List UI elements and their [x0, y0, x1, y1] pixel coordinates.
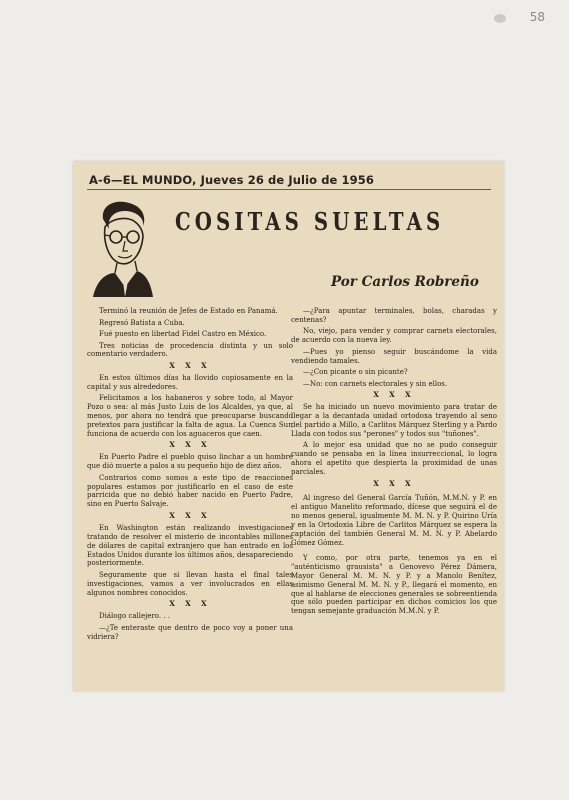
section-separator: X X X	[169, 599, 211, 609]
paragraph: Contrarios como somos a este tipo de reacciones populares estamos por justificarlo en el caso de este parricida que no debió haber nacido en Puerto Padre, sino en Puerto Salvaje.	[87, 473, 293, 509]
page-number: 58	[529, 10, 545, 24]
paragraph: En Washington están realizando investigaciones tratando de resolver el misterio de incontables millones de dólares de capital extranjero que han entrado en los Estados Unidos durante los últimos años, desapareciendo posteriormente.	[87, 523, 293, 568]
paragraph: En estos últimos días ha llovido copiosamente en la capital y sus alrededores.	[87, 373, 293, 391]
paragraph: —No: con carnets electorales y sin ellos.	[303, 379, 448, 388]
headline: COSITAS SUELTAS	[175, 207, 445, 236]
paragraph: Regresó Batista a Cuba.	[99, 318, 185, 327]
paragraph: —¿Para apuntar terminales, bolas, charadas y centenas?	[291, 307, 497, 324]
paragraph: Y como, por otra parte, tenemos ya en el "auténticismo grausista" a Genovevo Pérez Dámera, Mayor General M. M. N. y P. y a Manolo Benítez, asimismo General M. M. N. y P., llegará el momento, en que al hablarse de elecciones generales se sobreentienda que sólo pueden participar en dichos comicios los que tengan semejante graduación M.M.N. y P.	[291, 553, 497, 616]
paper-smudge	[494, 14, 506, 23]
author-portrait	[85, 197, 155, 299]
paragraph: Fué puesto en libertad Fidel Castro en México.	[99, 330, 267, 338]
article-column-right	[291, 307, 497, 619]
paragraph: Al ingreso del General García Tuñón, M.M.N. y P. en el antiguo Manelito reformado, dícese que seguirá el de no menos general, igualmente M. M. N. y P. Quirino Uría y en la Ortodoxia Libre de Carlitos Márquez se espera la captación del también General M. M. N. y P. Abelardo Gómez Gómez.	[291, 494, 497, 547]
article-column-left	[87, 307, 293, 644]
paragraph: A lo mejor esa unidad que no se pudo conseguir cuando se pensaba en la línea insurreccional, lo logra ahora el apetito que despierta la proximidad de unas parciales.	[291, 441, 497, 477]
paragraph: Terminó la reunión de Jefes de Estado en Panamá.	[99, 307, 278, 315]
paragraph: —Pues yo pienso seguir buscándome la vida vendiendo tamales.	[291, 347, 497, 365]
section-separator: X X X	[373, 478, 415, 488]
masthead-rule	[87, 189, 491, 190]
paragraph: Felicitamos a los habaneros y sobre todo, al Mayor Pozo o sea: al más Justo Luis de los Alcaldes, ya que, al menos, por ahora no tendrá que preocuparse buscando pretextos para justificar la falta de agua. La Cuenca Sur, funciona de acuerdo con los aguaceros que caen.	[87, 394, 293, 438]
section-separator: X X X	[169, 360, 211, 370]
paragraph: Diálogo callejero. . .	[99, 612, 170, 621]
paragraph: En Puerto Padre el pueblo quiso linchar a un hombre que dió muerte a palos a su pequeño hijo de diez años.	[87, 453, 293, 471]
section-separator: X X X	[169, 510, 211, 520]
paragraph: —¿Te enteraste que dentro de poco voy a poner una vidriera?	[87, 623, 293, 641]
masthead: A-6—EL MUNDO, Jueves 26 de Julio de 1956	[89, 173, 374, 187]
paragraph: Seguramente que si llevan hasta el final tales investigaciones, vamos a ver involucrados en ellas algunos nombres conocidos.	[87, 570, 293, 597]
paragraph: No, viejo, para vender y comprar carnets electorales, de acuerdo con la nueva ley.	[291, 327, 497, 345]
paragraph: —¿Con picante o sin picante?	[303, 368, 408, 377]
newspaper-clipping	[73, 161, 504, 691]
paragraph: Se ha iniciado un nuevo movimiento para tratar de llegar a la decantada unidad ortodoxa trayendo al seno del partido a Millo, a Carlitos Márquez Sterling y a Pardo Llada con todos sus "perones" y todos sus "tuñones".	[291, 403, 497, 438]
section-separator: X X X	[373, 390, 415, 400]
section-separator: X X X	[169, 440, 211, 450]
paragraph: Tres noticias de procedencia distinta y un solo comentario verdadero.	[87, 341, 293, 359]
byline: Por Carlos Robreño	[331, 274, 479, 290]
